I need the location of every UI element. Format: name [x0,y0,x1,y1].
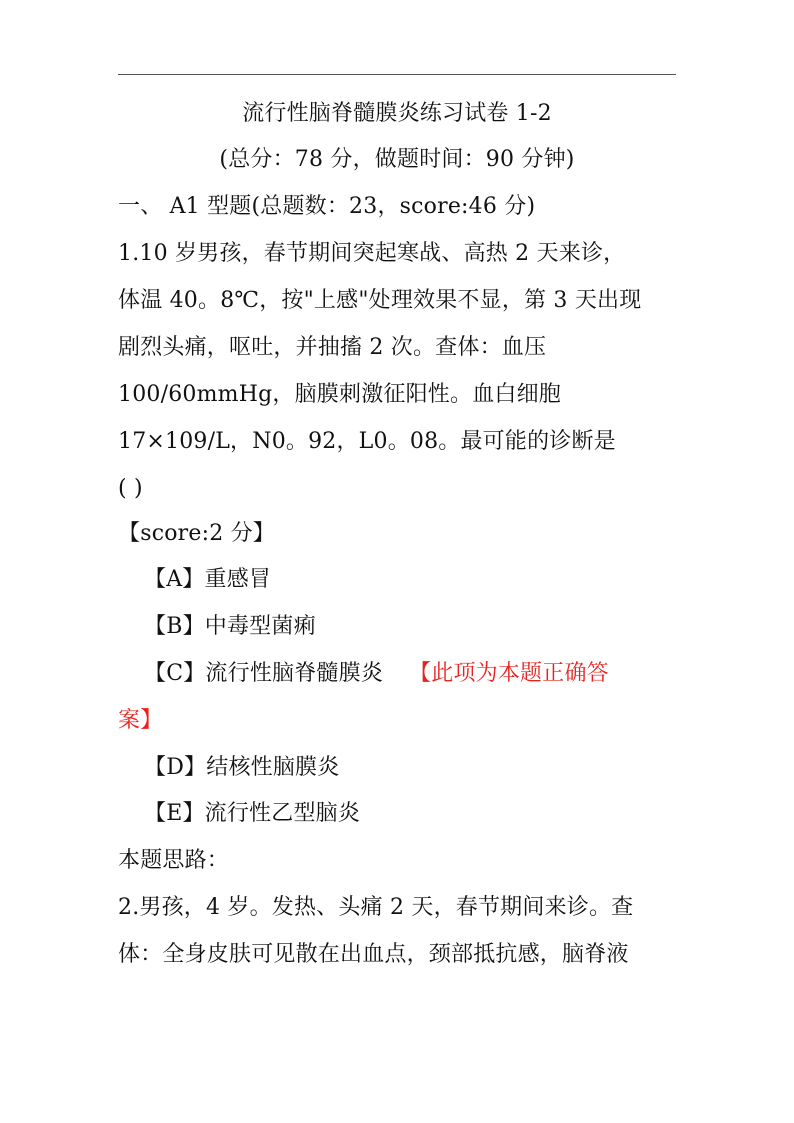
document-title: 流行性脑脊髓膜炎练习试卷 1-2 [242,101,552,126]
document-subtitle: (总分：78 分，做题时间：90 分钟) [219,147,575,172]
correct-answer-note: 【此项为本题正确答 [409,661,609,686]
option-c[interactable] [144,660,609,688]
question-1-line-5: 17×109/L，N0。92，L0。08。最可能的诊断是 [118,429,616,454]
option-d[interactable]: 【D】结核性脑膜炎 [144,755,340,780]
option-b[interactable]: 【B】中毒型菌痢 [144,614,316,639]
question-1-line-4: 100/60mmHg，脑膜刺激征阳性。血白细胞 [118,382,561,407]
question-1-line-1: 1.10 岁男孩，春节期间突起寒战、高热 2 天来诊， [118,241,626,266]
question-1-score: 【score:2 分】 [118,521,275,546]
question-1-line-3: 剧烈头痛，呕吐，并抽搐 2 次。查体：血压 [118,335,547,360]
question-2-line-2: 体：全身皮肤可见散在出血点，颈部抵抗感，脑脊液 [118,942,629,967]
section-heading: 一、 A1 型题(总题数：23，score:46 分) [118,194,536,219]
question-2-line-1: 2.男孩，4 岁。发热、头痛 2 天，春节期间来诊。查 [118,895,634,920]
option-e[interactable]: 【E】流行性乙型脑炎 [144,801,361,826]
question-1-thinking: 本题思路： [118,848,230,873]
question-1-line-2: 体温 40。8℃，按"上感"处理效果不显，第 3 天出现 [118,288,642,313]
top-rule [118,74,676,75]
question-1-blank: ( ) [118,476,143,501]
option-c-label: 【C】流行性脑脊髓膜炎 [144,661,384,686]
option-a[interactable]: 【A】重感冒 [144,567,272,592]
correct-answer-note-end: 案】 [118,708,163,733]
